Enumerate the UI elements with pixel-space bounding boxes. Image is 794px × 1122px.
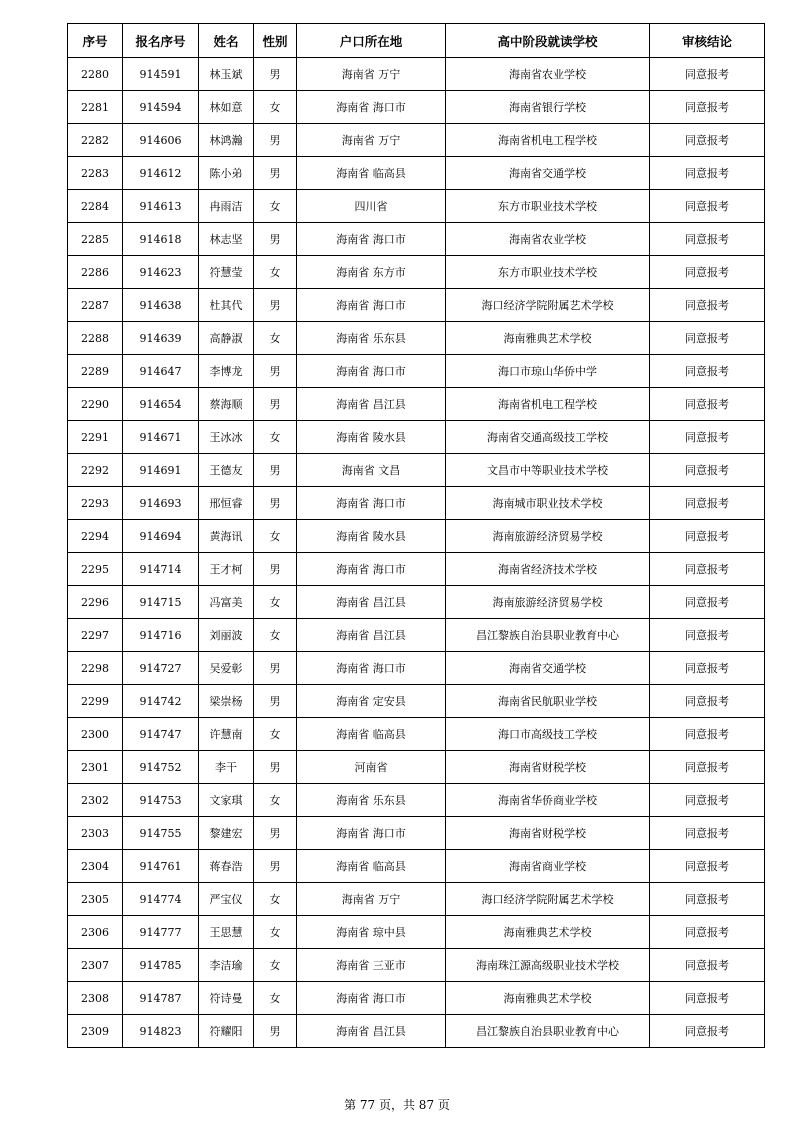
cell-gender: 男 [254, 817, 297, 850]
cell-name: 蒋春浩 [199, 850, 254, 883]
cell-household-location: 海南省 海口市 [297, 223, 446, 256]
table-row [68, 58, 765, 91]
header-high-school: 高中阶段就读学校 [446, 24, 650, 58]
page-number: 第 77 页，共 87 页 [344, 1098, 450, 1112]
cell-high-school: 海南省商业学校 [446, 850, 650, 883]
cell-high-school: 海南雅典艺术学校 [446, 916, 650, 949]
cell-registration-no: 914638 [123, 289, 199, 322]
cell-registration-no: 914618 [123, 223, 199, 256]
cell-household-location: 海南省 海口市 [297, 982, 446, 1015]
cell-seq: 2300 [68, 718, 123, 751]
cell-high-school: 海口经济学院附属艺术学校 [446, 883, 650, 916]
cell-seq: 2285 [68, 223, 123, 256]
cell-gender: 女 [254, 586, 297, 619]
table-row [68, 619, 765, 652]
cell-household-location: 海南省 文昌 [297, 454, 446, 487]
cell-review-result: 同意报考 [650, 916, 765, 949]
cell-name: 符慧莹 [199, 256, 254, 289]
cell-household-location: 海南省 昌江县 [297, 1015, 446, 1048]
cell-seq: 2298 [68, 652, 123, 685]
cell-name: 吴爱彰 [199, 652, 254, 685]
cell-name: 冯富美 [199, 586, 254, 619]
table-row [68, 421, 765, 454]
cell-name: 刘丽波 [199, 619, 254, 652]
cell-review-result: 同意报考 [650, 718, 765, 751]
cell-review-result: 同意报考 [650, 652, 765, 685]
cell-seq: 2299 [68, 685, 123, 718]
cell-name: 陈小弟 [199, 157, 254, 190]
cell-registration-no: 914752 [123, 751, 199, 784]
table-row [68, 1015, 765, 1048]
cell-review-result: 同意报考 [650, 553, 765, 586]
cell-seq: 2291 [68, 421, 123, 454]
cell-seq: 2306 [68, 916, 123, 949]
cell-review-result: 同意报考 [650, 322, 765, 355]
cell-review-result: 同意报考 [650, 58, 765, 91]
cell-review-result: 同意报考 [650, 190, 765, 223]
cell-registration-no: 914639 [123, 322, 199, 355]
cell-name: 梁崇杨 [199, 685, 254, 718]
cell-gender: 男 [254, 454, 297, 487]
cell-gender: 男 [254, 487, 297, 520]
cell-high-school: 海南省交通高级技工学校 [446, 421, 650, 454]
table-row [68, 454, 765, 487]
cell-household-location: 海南省 昌江县 [297, 388, 446, 421]
table-row [68, 553, 765, 586]
cell-name: 许慧南 [199, 718, 254, 751]
table-row [68, 487, 765, 520]
cell-seq: 2289 [68, 355, 123, 388]
cell-review-result: 同意报考 [650, 223, 765, 256]
cell-household-location: 海南省 海口市 [297, 355, 446, 388]
cell-seq: 2282 [68, 124, 123, 157]
cell-seq: 2281 [68, 91, 123, 124]
cell-high-school: 海南雅典艺术学校 [446, 322, 650, 355]
table-row [68, 718, 765, 751]
cell-household-location: 海南省 临高县 [297, 157, 446, 190]
cell-household-location: 河南省 [297, 751, 446, 784]
cell-review-result: 同意报考 [650, 421, 765, 454]
cell-seq: 2287 [68, 289, 123, 322]
cell-household-location: 海南省 海口市 [297, 652, 446, 685]
cell-household-location: 海南省 琼中县 [297, 916, 446, 949]
cell-registration-no: 914591 [123, 58, 199, 91]
cell-high-school: 海南省交通学校 [446, 652, 650, 685]
cell-seq: 2283 [68, 157, 123, 190]
cell-seq: 2290 [68, 388, 123, 421]
cell-high-school: 海南省财税学校 [446, 817, 650, 850]
cell-registration-no: 914606 [123, 124, 199, 157]
cell-registration-no: 914777 [123, 916, 199, 949]
cell-household-location: 海南省 海口市 [297, 817, 446, 850]
cell-registration-no: 914787 [123, 982, 199, 1015]
header-row [68, 24, 765, 58]
table-row [68, 784, 765, 817]
cell-high-school: 东方市职业技术学校 [446, 190, 650, 223]
cell-seq: 2286 [68, 256, 123, 289]
table-row [68, 91, 765, 124]
cell-gender: 女 [254, 949, 297, 982]
cell-gender: 女 [254, 322, 297, 355]
cell-name: 高静淑 [199, 322, 254, 355]
cell-gender: 男 [254, 553, 297, 586]
cell-seq: 2305 [68, 883, 123, 916]
cell-gender: 女 [254, 982, 297, 1015]
cell-gender: 男 [254, 223, 297, 256]
cell-high-school: 海南省华侨商业学校 [446, 784, 650, 817]
cell-household-location: 海南省 三亚市 [297, 949, 446, 982]
cell-gender: 男 [254, 685, 297, 718]
cell-registration-no: 914727 [123, 652, 199, 685]
cell-name: 文家琪 [199, 784, 254, 817]
cell-review-result: 同意报考 [650, 619, 765, 652]
cell-high-school: 海南省农业学校 [446, 223, 650, 256]
cell-gender: 男 [254, 355, 297, 388]
table-row [68, 916, 765, 949]
cell-seq: 2294 [68, 520, 123, 553]
applicant-table [67, 23, 765, 1048]
cell-registration-no: 914694 [123, 520, 199, 553]
cell-seq: 2301 [68, 751, 123, 784]
cell-name: 林志坚 [199, 223, 254, 256]
cell-gender: 男 [254, 751, 297, 784]
cell-registration-no: 914774 [123, 883, 199, 916]
cell-review-result: 同意报考 [650, 91, 765, 124]
table-row [68, 586, 765, 619]
cell-gender: 女 [254, 520, 297, 553]
cell-registration-no: 914747 [123, 718, 199, 751]
cell-high-school: 海口市琼山华侨中学 [446, 355, 650, 388]
cell-household-location: 海南省 海口市 [297, 91, 446, 124]
cell-household-location: 海南省 陵水县 [297, 520, 446, 553]
cell-review-result: 同意报考 [650, 850, 765, 883]
cell-review-result: 同意报考 [650, 256, 765, 289]
cell-household-location: 海南省 临高县 [297, 718, 446, 751]
cell-name: 李洁瑜 [199, 949, 254, 982]
cell-name: 黄海讯 [199, 520, 254, 553]
header-seq: 序号 [68, 24, 123, 58]
cell-gender: 男 [254, 124, 297, 157]
cell-review-result: 同意报考 [650, 586, 765, 619]
cell-gender: 女 [254, 718, 297, 751]
table-row [68, 883, 765, 916]
cell-registration-no: 914647 [123, 355, 199, 388]
cell-review-result: 同意报考 [650, 817, 765, 850]
cell-gender: 男 [254, 1015, 297, 1048]
cell-high-school: 海南省机电工程学校 [446, 124, 650, 157]
cell-name: 黎建宏 [199, 817, 254, 850]
cell-registration-no: 914823 [123, 1015, 199, 1048]
cell-name: 符诗曼 [199, 982, 254, 1015]
cell-high-school: 昌江黎族自治县职业教育中心 [446, 1015, 650, 1048]
cell-household-location: 海南省 万宁 [297, 58, 446, 91]
cell-registration-no: 914623 [123, 256, 199, 289]
cell-name: 林如意 [199, 91, 254, 124]
cell-review-result: 同意报考 [650, 784, 765, 817]
cell-gender: 女 [254, 91, 297, 124]
cell-high-school: 海南雅典艺术学校 [446, 982, 650, 1015]
table-row [68, 355, 765, 388]
cell-household-location: 海南省 万宁 [297, 883, 446, 916]
cell-high-school: 海南省经济技术学校 [446, 553, 650, 586]
cell-gender: 女 [254, 883, 297, 916]
cell-seq: 2293 [68, 487, 123, 520]
table-row [68, 685, 765, 718]
cell-gender: 男 [254, 388, 297, 421]
cell-household-location: 海南省 临高县 [297, 850, 446, 883]
cell-household-location: 海南省 海口市 [297, 487, 446, 520]
cell-review-result: 同意报考 [650, 520, 765, 553]
cell-name: 杜其代 [199, 289, 254, 322]
cell-high-school: 海南珠江源高级职业技术学校 [446, 949, 650, 982]
cell-seq: 2288 [68, 322, 123, 355]
cell-high-school: 海口市高级技工学校 [446, 718, 650, 751]
cell-registration-no: 914613 [123, 190, 199, 223]
table-row [68, 652, 765, 685]
cell-high-school: 海南省银行学校 [446, 91, 650, 124]
cell-name: 林玉斌 [199, 58, 254, 91]
cell-seq: 2280 [68, 58, 123, 91]
cell-gender: 男 [254, 157, 297, 190]
header-gender: 性别 [254, 24, 297, 58]
cell-household-location: 海南省 昌江县 [297, 619, 446, 652]
table-row [68, 256, 765, 289]
table-row [68, 388, 765, 421]
cell-gender: 男 [254, 289, 297, 322]
cell-name: 王才柯 [199, 553, 254, 586]
cell-household-location: 海南省 定安县 [297, 685, 446, 718]
cell-high-school: 海口经济学院附属艺术学校 [446, 289, 650, 322]
header-household-location: 户口所在地 [297, 24, 446, 58]
table-body [68, 58, 765, 1048]
table-row [68, 289, 765, 322]
cell-high-school: 东方市职业技术学校 [446, 256, 650, 289]
cell-high-school: 海南省交通学校 [446, 157, 650, 190]
table-row [68, 949, 765, 982]
cell-seq: 2308 [68, 982, 123, 1015]
cell-name: 邢恒睿 [199, 487, 254, 520]
cell-name: 林鸿瀚 [199, 124, 254, 157]
cell-household-location: 海南省 海口市 [297, 553, 446, 586]
cell-review-result: 同意报考 [650, 355, 765, 388]
cell-name: 李干 [199, 751, 254, 784]
cell-high-school: 海南省财税学校 [446, 751, 650, 784]
cell-gender: 女 [254, 916, 297, 949]
cell-high-school: 海南省机电工程学校 [446, 388, 650, 421]
cell-registration-no: 914753 [123, 784, 199, 817]
cell-household-location: 海南省 万宁 [297, 124, 446, 157]
cell-name: 王德友 [199, 454, 254, 487]
cell-name: 严宝仪 [199, 883, 254, 916]
table-row [68, 850, 765, 883]
cell-household-location: 海南省 乐东县 [297, 322, 446, 355]
header-name: 姓名 [199, 24, 254, 58]
cell-household-location: 海南省 昌江县 [297, 586, 446, 619]
cell-household-location: 海南省 乐东县 [297, 784, 446, 817]
cell-name: 冉雨洁 [199, 190, 254, 223]
cell-review-result: 同意报考 [650, 454, 765, 487]
cell-registration-no: 914654 [123, 388, 199, 421]
cell-seq: 2302 [68, 784, 123, 817]
cell-high-school: 文昌市中等职业技术学校 [446, 454, 650, 487]
cell-gender: 女 [254, 256, 297, 289]
cell-review-result: 同意报考 [650, 982, 765, 1015]
cell-registration-no: 914671 [123, 421, 199, 454]
cell-review-result: 同意报考 [650, 157, 765, 190]
cell-name: 王思慧 [199, 916, 254, 949]
cell-review-result: 同意报考 [650, 388, 765, 421]
cell-seq: 2303 [68, 817, 123, 850]
cell-household-location: 海南省 东方市 [297, 256, 446, 289]
cell-gender: 男 [254, 850, 297, 883]
cell-high-school: 海南旅游经济贸易学校 [446, 586, 650, 619]
cell-gender: 女 [254, 619, 297, 652]
cell-name: 李博龙 [199, 355, 254, 388]
cell-gender: 男 [254, 652, 297, 685]
cell-review-result: 同意报考 [650, 751, 765, 784]
cell-name: 符耀阳 [199, 1015, 254, 1048]
cell-name: 蔡海顺 [199, 388, 254, 421]
cell-seq: 2292 [68, 454, 123, 487]
cell-seq: 2296 [68, 586, 123, 619]
table-row [68, 223, 765, 256]
cell-high-school: 海南城市职业技术学校 [446, 487, 650, 520]
table-row [68, 322, 765, 355]
cell-registration-no: 914755 [123, 817, 199, 850]
cell-seq: 2309 [68, 1015, 123, 1048]
cell-seq: 2307 [68, 949, 123, 982]
header-registration-no: 报名序号 [123, 24, 199, 58]
cell-household-location: 海南省 陵水县 [297, 421, 446, 454]
table-row [68, 817, 765, 850]
cell-registration-no: 914594 [123, 91, 199, 124]
cell-registration-no: 914612 [123, 157, 199, 190]
cell-review-result: 同意报考 [650, 949, 765, 982]
cell-high-school: 海南旅游经济贸易学校 [446, 520, 650, 553]
table-row [68, 520, 765, 553]
cell-registration-no: 914691 [123, 454, 199, 487]
cell-review-result: 同意报考 [650, 487, 765, 520]
cell-household-location: 海南省 海口市 [297, 289, 446, 322]
cell-registration-no: 914714 [123, 553, 199, 586]
cell-seq: 2284 [68, 190, 123, 223]
table-row [68, 124, 765, 157]
cell-registration-no: 914761 [123, 850, 199, 883]
cell-review-result: 同意报考 [650, 685, 765, 718]
cell-seq: 2297 [68, 619, 123, 652]
cell-household-location: 四川省 [297, 190, 446, 223]
cell-high-school: 海南省民航职业学校 [446, 685, 650, 718]
cell-gender: 女 [254, 421, 297, 454]
cell-registration-no: 914715 [123, 586, 199, 619]
cell-review-result: 同意报考 [650, 124, 765, 157]
table-row [68, 751, 765, 784]
cell-name: 王冰冰 [199, 421, 254, 454]
cell-registration-no: 914742 [123, 685, 199, 718]
cell-high-school: 海南省农业学校 [446, 58, 650, 91]
cell-high-school: 昌江黎族自治县职业教育中心 [446, 619, 650, 652]
cell-review-result: 同意报考 [650, 883, 765, 916]
cell-gender: 男 [254, 58, 297, 91]
table-row [68, 982, 765, 1015]
cell-review-result: 同意报考 [650, 1015, 765, 1048]
cell-registration-no: 914716 [123, 619, 199, 652]
cell-gender: 女 [254, 190, 297, 223]
cell-registration-no: 914785 [123, 949, 199, 982]
cell-seq: 2304 [68, 850, 123, 883]
cell-review-result: 同意报考 [650, 289, 765, 322]
cell-registration-no: 914693 [123, 487, 199, 520]
table-row [68, 190, 765, 223]
cell-gender: 女 [254, 784, 297, 817]
header-review-result: 审核结论 [650, 24, 765, 58]
cell-seq: 2295 [68, 553, 123, 586]
table-row [68, 157, 765, 190]
